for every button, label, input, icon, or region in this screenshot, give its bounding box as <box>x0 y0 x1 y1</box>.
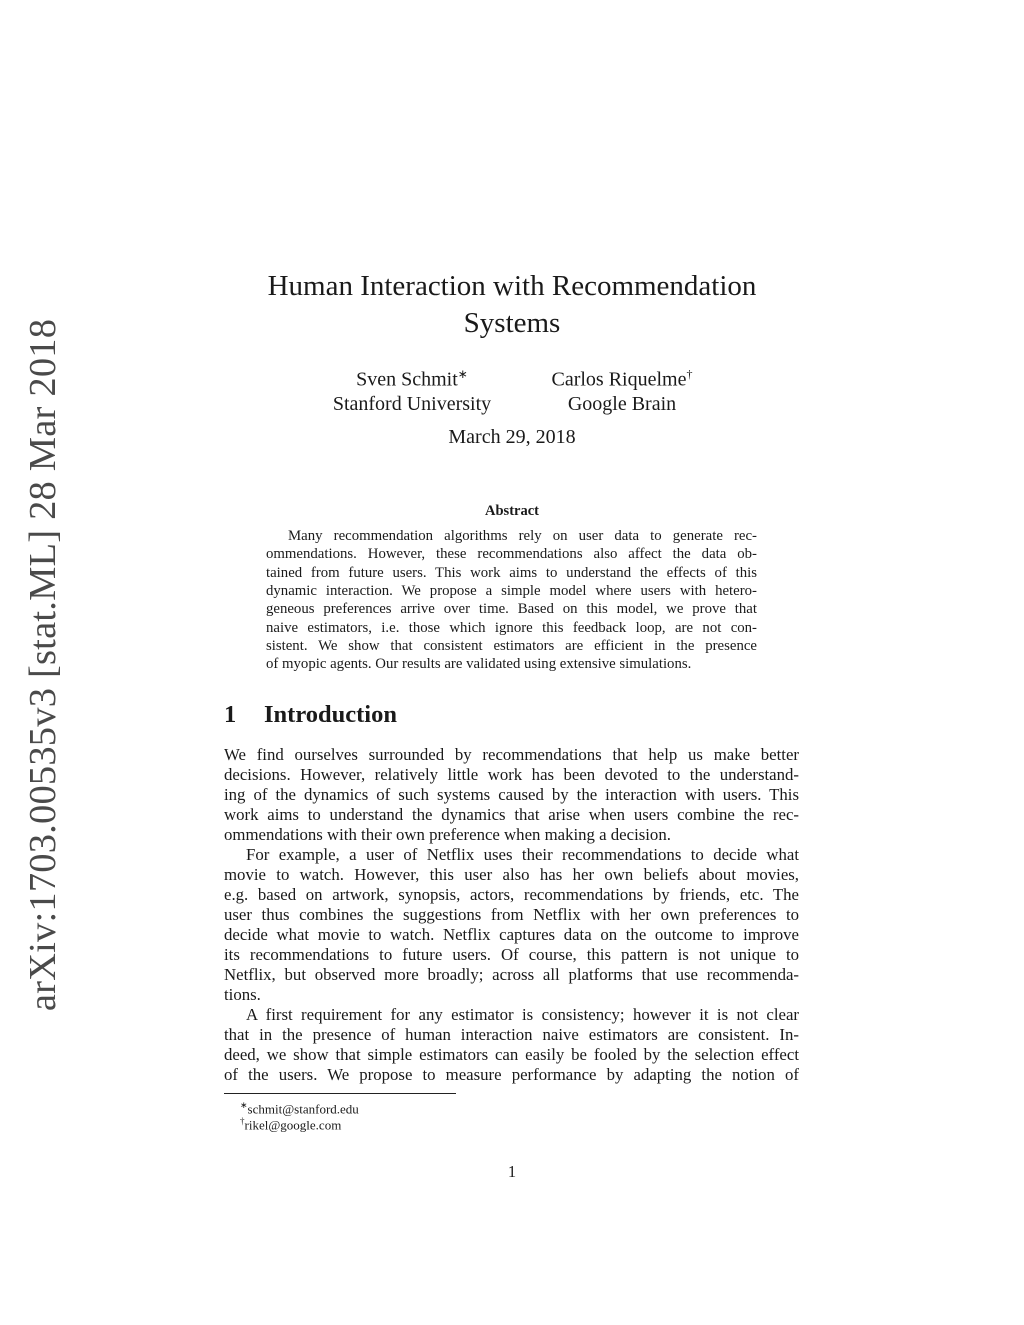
abstract-line: Many recommendation algorithms rely on user data to generate rec- <box>288 528 757 544</box>
footnote-email: rikel@google.com <box>244 1117 342 1133</box>
body-line: of the users. We propose to measure performance by adapting the notion of <box>224 1065 799 1084</box>
body-line: that in the presence of human interaction naive estimators are consistent. In- <box>224 1025 799 1044</box>
body-line: its recommendations to future users. Of course, this pattern is not unique to <box>224 945 799 964</box>
author-mark: ∗ <box>457 367 468 381</box>
abstract-line: sistent. We show that consistent estimators are efficient in the presence <box>266 638 757 654</box>
author-block <box>312 362 512 416</box>
body-line: decisions. However, relatively little work has been devoted to the understand- <box>224 765 799 784</box>
body-line: movie to watch. However, this user also has her own beliefs about movies, <box>224 865 799 884</box>
body-line: A first requirement for any estimator is consistency; however it is not clear <box>246 1005 799 1024</box>
author-affiliation: Google Brain <box>567 392 677 415</box>
page-number: 1 <box>507 1162 517 1181</box>
footnote-mark: ∗ <box>240 1100 248 1110</box>
abstract-line: geneous preferences arrive over time. Based on this model, we prove that <box>266 601 757 617</box>
arxiv-stamp-text: arXiv:1703.00535v3 [stat.ML] 28 Mar 2018 <box>22 318 64 1012</box>
author-name: Sven Schmit <box>356 368 458 391</box>
paper-title-line-1: Human Interaction with Recommendation <box>267 270 757 302</box>
author-block <box>522 362 722 416</box>
section-heading <box>224 701 397 729</box>
paper-title <box>0 268 1024 342</box>
abstract-line: tained from future users. This work aims to understand the effects of this <box>266 565 757 581</box>
paper-title-line-2: Systems <box>463 307 561 339</box>
section-title: Introduction <box>264 701 397 728</box>
abstract-heading: Abstract <box>485 503 539 519</box>
body-line: We find ourselves surrounded by recommendations that help us make better <box>224 745 799 764</box>
body-line: For example, a user of Netflix uses their recommendations to decide what <box>246 845 799 864</box>
body-line: Netflix, but observed more broadly; across all platforms that use recommenda- <box>224 965 799 984</box>
body-line: tions. <box>224 985 261 1004</box>
abstract-line: of myopic agents. Our results are validated using extensive simulations. <box>266 656 692 672</box>
footnote-email: schmit@stanford.edu <box>247 1101 359 1117</box>
body-line: work aims to understand the dynamics that arise when users combine the rec- <box>224 805 799 824</box>
author-mark: † <box>686 367 693 381</box>
author-name: Carlos Riquelme <box>551 368 687 391</box>
abstract-line: naive estimators, i.e. those which ignore this feedback loop, are not con- <box>266 620 757 636</box>
body-line: decide what movie to watch. Netflix captures data on the outcome to improve <box>224 925 799 944</box>
body-line: ing of the dynamics of such systems caused by the interaction with users. This <box>224 785 799 804</box>
paper-date: March 29, 2018 <box>448 426 576 448</box>
abstract-line: ommendations. However, these recommendations also affect the data ob- <box>266 546 757 562</box>
footnote <box>240 1113 341 1133</box>
footnote-rule <box>224 1093 456 1094</box>
body-line: user thus combines the suggestions from Netflix with her own preferences to <box>224 905 799 924</box>
body-line: deed, we show that simple estimators can easily be fooled by the selection effect <box>224 1045 799 1064</box>
footnote-mark: † <box>240 1116 245 1126</box>
author-affiliation: Stanford University <box>332 392 492 415</box>
body-line: e.g. based on artwork, synopsis, actors, recommendations by friends, etc. The <box>224 885 799 904</box>
abstract-line: dynamic interaction. We propose a simple model where users with hetero- <box>266 583 757 599</box>
body-line: ommendations with their own preference when making a decision. <box>224 825 671 844</box>
section-number: 1 <box>224 701 237 728</box>
